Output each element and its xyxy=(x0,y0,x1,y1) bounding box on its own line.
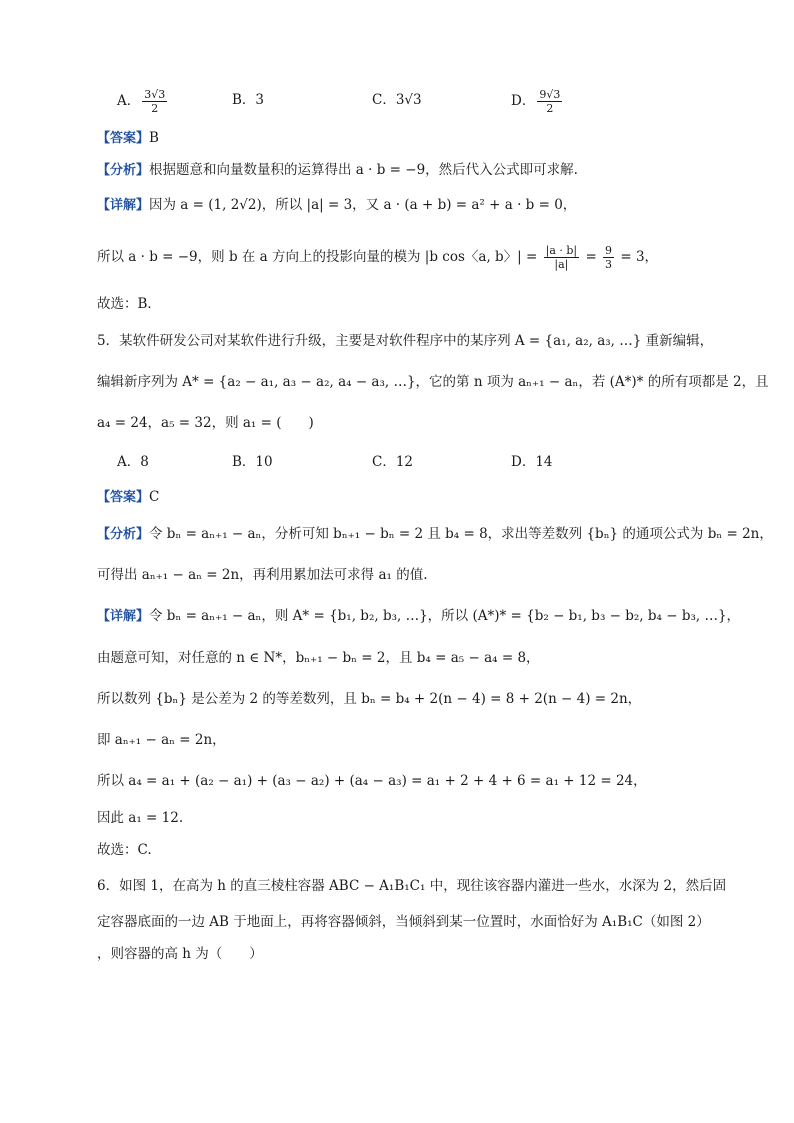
analysis-tag: 【分析】 xyxy=(97,163,150,178)
answer-value: C xyxy=(149,489,160,505)
fraction-denominator: 3 xyxy=(605,258,613,271)
fraction-denominator: 2 xyxy=(546,102,554,115)
question-stem: ，则容器的高 h 为（ ） xyxy=(97,946,263,962)
projection-fraction xyxy=(544,244,580,271)
q5-stem-line-3 xyxy=(97,413,314,433)
option-text: 14 xyxy=(535,454,553,470)
q5-detail-line-6 xyxy=(97,808,183,828)
q5-detail-line-3 xyxy=(97,689,641,709)
answer-tag: 【答案】 xyxy=(97,490,150,505)
fraction-numerator: 3√3 xyxy=(144,88,166,101)
q6-stem-line-2 xyxy=(97,912,710,932)
detail-tag: 【详解】 xyxy=(97,198,150,213)
q5-analysis-line-2 xyxy=(97,565,428,585)
q5-option-b xyxy=(232,452,273,472)
q6-stem-line-1 xyxy=(97,876,726,896)
fraction-numerator: 9 xyxy=(605,244,613,257)
option-label: A． xyxy=(117,454,141,470)
option-label: C． xyxy=(372,92,396,108)
value-fraction xyxy=(603,244,614,271)
analysis-text: 根据题意和向量数量积的运算得出 a · b = −9，然后代入公式即可求解. xyxy=(149,162,578,178)
option-label: D． xyxy=(511,454,536,470)
option-text: 3 xyxy=(255,92,265,108)
q4-option-b xyxy=(232,90,264,110)
question-stem: 定容器底面的一边 AB 于地面上，再将容器倾斜，当倾斜到某一位置时，水面恰好为 A₁B₁C（如图 2） xyxy=(97,914,710,930)
q5-choose xyxy=(97,840,152,860)
option-text: 12 xyxy=(395,454,414,470)
q5-detail-line-2 xyxy=(97,648,540,668)
detail-text: 所以 a · b = −9，则 b 在 a 方向上的投影向量的模为 |b cos〈a, b〉| = xyxy=(97,249,538,265)
option-fraction xyxy=(537,88,562,115)
choose-text: 故选：B． xyxy=(97,296,161,312)
answer-tag: 【答案】 xyxy=(97,131,150,146)
option-label: D． xyxy=(511,93,536,109)
q6-stem-line-3 xyxy=(97,944,263,964)
q4-detail-line-1 xyxy=(97,195,576,216)
question-stem: 6．如图 1，在高为 h 的直三棱柱容器 ABC − A₁B₁C₁ 中，现往该容器内灌进一些水，水深为 2，然后固 xyxy=(97,878,727,894)
detail-text: 即 aₙ₊₁ − aₙ = 2n， xyxy=(97,732,226,748)
detail-text: = 3， xyxy=(620,249,659,265)
q5-stem-line-2 xyxy=(97,372,769,392)
fraction-denominator: 2 xyxy=(151,102,159,115)
q4-option-d xyxy=(511,88,564,115)
q5-detail-line-1 xyxy=(97,606,740,627)
q4-choose xyxy=(97,294,161,314)
detail-text: 令 bₙ = aₙ₊₁ − aₙ，则 A* = {b₁, b₂, b₃, …}，所以 (A*)* = {b₂ − b₁, b₃ − b₂, b₄ − b₃, …}， xyxy=(149,608,741,624)
detail-tag: 【详解】 xyxy=(97,609,150,624)
detail-text: 由题意可知，对任意的 n ∈ N*，bₙ₊₁ − bₙ = 2，且 b₄ = a₅ − a₄ = 8， xyxy=(97,650,540,666)
option-text: 10 xyxy=(255,454,273,470)
option-label: B． xyxy=(232,92,256,108)
analysis-text: 令 bₙ = aₙ₊₁ − aₙ，分析可知 bₙ₊₁ − bₙ = 2 且 b₄ = 8，求出等差数列 {bₙ} 的通项公式为 bₙ = 2n， xyxy=(149,526,773,542)
option-label: C． xyxy=(372,454,396,470)
analysis-tag: 【分析】 xyxy=(97,527,150,542)
detail-text: 因为 a = (1, 2√2)，所以 |a| = 3，又 a · (a + b) = a² + a · b = 0， xyxy=(149,197,577,213)
choose-text: 故选：C. xyxy=(97,842,152,858)
fraction-denominator: |a| xyxy=(554,258,569,271)
q4-option-c xyxy=(372,90,422,110)
option-text: 3√3 xyxy=(395,92,422,108)
question-stem: 编辑新序列为 A* = {a₂ − a₁, a₃ − a₂, a₄ − a₃, …}，它的第 n 项为 aₙ₊₁ − aₙ，若 (A*)* 的所有项都是 2，且 xyxy=(97,374,769,390)
option-label: A． xyxy=(117,93,141,109)
question-stem: 5．某软件研发公司对某软件进行升级，主要是对软件程序中的某序列 A = {a₁, a₂, a₃, …} 重新编辑， xyxy=(97,333,714,349)
fraction-numerator: |a · b| xyxy=(545,244,578,257)
detail-text: 所以数列 {bₙ} 是公差为 2 的等差数列，且 bₙ = b₄ + 2(n − 4) = 8 + 2(n − 4) = 2n， xyxy=(97,691,642,707)
q4-answer xyxy=(97,128,159,149)
q5-stem-line-1 xyxy=(97,331,713,351)
question-stem: a₄ = 24，a₅ = 32，则 a₁ = ( ) xyxy=(97,415,314,431)
answer-value: B xyxy=(149,130,159,146)
option-text: 8 xyxy=(140,454,149,470)
option-fraction xyxy=(142,88,167,115)
q4-analysis xyxy=(97,160,578,181)
detail-text: 所以 a₄ = a₁ + (a₂ − a₁) + (a₃ − a₂) + (a₄ − a₃) = a₁ + 2 + 4 + 6 = a₁ + 12 = 24， xyxy=(97,773,647,789)
q4-option-a xyxy=(117,88,169,115)
equals-sign: = xyxy=(585,249,597,265)
q5-detail-line-5 xyxy=(97,771,647,791)
q4-detail-line-2 xyxy=(97,244,658,271)
detail-text: 因此 a₁ = 12. xyxy=(97,810,184,826)
q5-answer xyxy=(97,487,159,508)
fraction-numerator: 9√3 xyxy=(539,88,561,101)
q5-option-a xyxy=(117,452,149,472)
q5-analysis-line-1 xyxy=(97,524,773,545)
option-label: B． xyxy=(232,454,256,470)
q5-option-d xyxy=(511,452,553,472)
analysis-text: 可得出 aₙ₊₁ − aₙ = 2n，再利用累加法可求得 a₁ 的值. xyxy=(97,567,428,583)
q5-detail-line-4 xyxy=(97,730,226,750)
q5-option-c xyxy=(372,452,413,472)
